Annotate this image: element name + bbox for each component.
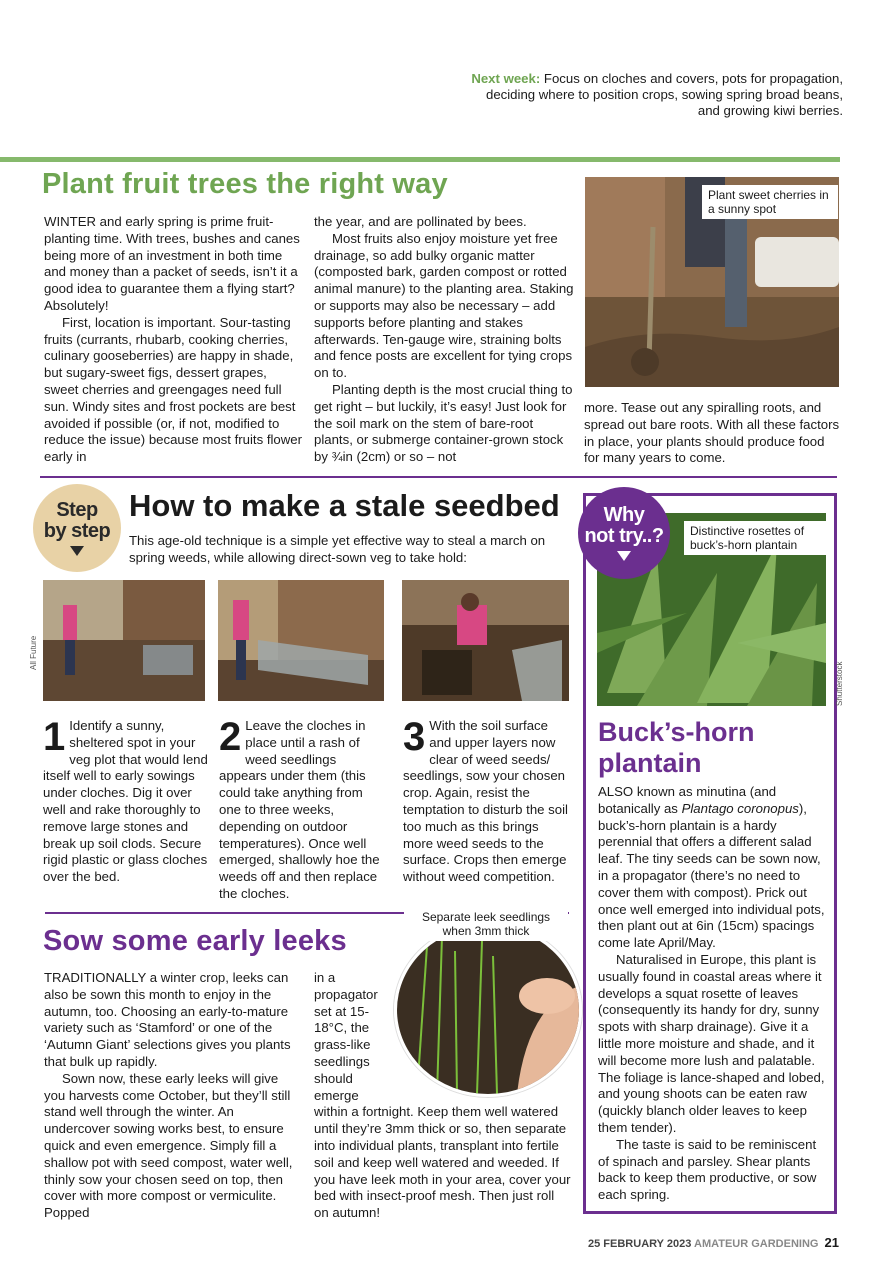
next-week-text: Focus on cloches and covers, pots for propagation, deciding where to position crops, sowing spring broad beans, and growing kiwi berries. — [485, 71, 843, 118]
next-week-teaser — [463, 71, 843, 119]
paragraph — [598, 784, 830, 952]
cherry-photo-caption: Plant sweet cherries in a sunny spot — [702, 185, 838, 219]
latin-name: Plantago coronopus — [681, 800, 799, 816]
step-1 — [43, 715, 208, 886]
paragraph: Naturalised in Europe, this plant is usually found in coastal areas where it develops a squat rosette of leaves (consequently its handy for dry, sunny spots with sharp drainage). Give it a little more moisture and shade, and it will become more lush and palatable. The foliage is lance-shaped and lobed, and young shoots can be eaten raw (quickly blanch older leaves to keep them tender). — [598, 951, 825, 1135]
plantain-photo-credit: Shutterstock — [835, 661, 844, 706]
fruit-trees-heading: Plant fruit trees the right way — [42, 168, 448, 200]
plantain-body — [598, 784, 830, 1204]
next-week-label: Next week: — [471, 71, 541, 86]
paragraph: The taste is said to be reminiscent of spinach and parsley. Shear plants back to keep them productive, or sow each spring. — [598, 1136, 817, 1203]
paragraph: Sown now, these early leeks will give you harvests come October, but they’ll still stand well through the winter. An undercover sowing works best, to ensure quick and even emergence. Simply fill a shallow pot with seed compost, water well, thinly sow your chosen seed on top, then cover with more compost or vermiculite. Popped — [44, 1070, 293, 1221]
step-text: Identify a sunny, sheltered spot in your veg plot that would lend itself well to early sowings under cloches. Dig it over well and rake thoroughly to remove large stones and break up soil clods. Secure rigid plastic or glass cloches over the bed. — [43, 718, 208, 885]
step-2-photo — [218, 580, 384, 701]
issue-date: 25 FEBRUARY 2023 — [588, 1238, 692, 1250]
arrow-down-icon — [70, 546, 84, 556]
why-not-try-badge — [578, 487, 670, 579]
leeks-heading: Sow some early leeks — [43, 925, 347, 957]
step-text: With the soil surface and upper layers now clear of weed seeds/ seedlings, sow your chosen crop. Again, resist the temptation to disturb the soil too much as this brings more weed seeds to the surface. Crops then emerge without weed competition. — [403, 718, 568, 885]
paragraph: Planting depth is the most crucial thing to get right – but luckily, it’s easy! Just look for the soil mark on the stem of bare-root plants, or submerge container-grown stock by ¾in (2cm) or so – not — [314, 381, 573, 465]
step-3-photo — [402, 580, 569, 701]
leeks-column-1 — [44, 970, 302, 1222]
seedbed-heading: How to make a stale seedbed — [129, 488, 560, 523]
paragraph: WINTER and early spring is prime fruit-planting time. With trees, bushes and canes being more of an investment in both time and money than a packet of seeds, isn’t it a good idea to guarantee them a flying start? Absolutely! — [44, 214, 300, 313]
paragraph: the year, and are pollinated by bees. — [314, 214, 527, 229]
step-number: 3 — [403, 715, 426, 759]
paragraph: First, location is important. Sour-tasting fruits (currants, rhubarb, cooking cherries, culinary gooseberries) are happy in shade, but sugary-sweet figs, dessert grapes, sweet cherries and greengages need full sun. Windy sites and frost pockets are best avoided if possible (or, if not, modified to reduce the issue) because most fruits flower early in — [44, 314, 303, 465]
leek-photo-caption: Separate leek seedlings when 3mm thick — [404, 907, 568, 941]
fruit-trees-column-3: more. Tease out any spiralling roots, and spread out bare roots. With all these factors in place, your plants should produce food for many years to come. — [584, 400, 840, 466]
text-run: ALSO known as minutina (and botanically as — [598, 784, 777, 816]
magazine-name: AMATEUR GARDENING — [694, 1238, 819, 1250]
step-number: 2 — [219, 715, 242, 759]
section-divider — [0, 157, 840, 162]
badge-line-2: not try..? — [584, 525, 664, 547]
badge-line-2: by step — [43, 520, 111, 542]
section-divider — [40, 476, 837, 478]
badge-line-1: Why — [603, 504, 645, 526]
fruit-trees-column-2 — [314, 214, 574, 466]
step-3 — [403, 715, 569, 886]
plantain-heading: Buck’s-horn plantain — [598, 717, 755, 778]
step-1-photo — [43, 580, 205, 701]
paragraph: in a propagator set at 15-18°C, the grass-like seedlings should emerge within a fortnight. Keep them well watered until they’re 3mm thick or so, then separate into individual plants, transplant into fertile soil and keep well watered and weeded. If you have leek moth in your area, cover your bed with insect-proof mesh. Then just roll on autumn! — [314, 970, 571, 1221]
page-footer — [588, 1235, 839, 1250]
fruit-trees-column-1 — [44, 214, 302, 466]
text-run: ), buck’s-horn plantain is a hardy perennial that offers a different salad leaf. The tiny seeds can be sown now, in a propagator (there’s no need to cover them with compost). Prick out once well emerged into individual pots, then plant out at 6in (15cm) spacings come late April/May. — [598, 800, 825, 951]
seedbed-intro: This age-old technique is a simple yet effective way to steal a march on spring weeds, while allowing direct-sown veg to take hold: — [129, 533, 546, 565]
text-wrap-spacer — [392, 970, 572, 1088]
step-number: 1 — [43, 715, 66, 759]
leeks-column-2 — [314, 970, 572, 1222]
step-photo-credit: All Future — [29, 635, 38, 670]
step-text: Leave the cloches in place until a rash of weed seedlings appears under them (this could take anything from one to three weeks, depending on outdoor temperatures). Once well emerged, shallowly hoe the weeds off and then replace the cloches. — [219, 718, 380, 901]
paragraph: TRADITIONALLY a winter crop, leeks can also be sown this month to enjoy in the autumn, too. Choosing an early-to-mature variety such as ‘Stamford’ or one of the ‘Autumn Giant’ selections gives you plants that bulk up rapidly. — [44, 970, 291, 1069]
badge-line-1: Step — [56, 499, 98, 521]
step-2 — [219, 715, 382, 903]
paragraph: Most fruits also enjoy moisture yet free drainage, so add bulky organic matter (composted bark, garden compost or rotted animal manure) to the planting area. Staking or supports may also be necessary – add supports before planting and stakes afterwards. Ten-gauge wire, straining bolts and fence posts are excellent for tying crops on to. — [314, 230, 574, 381]
page-number: 21 — [824, 1235, 839, 1250]
step-by-step-badge — [33, 484, 121, 572]
plantain-photo-caption: Distinctive rosettes of buck’s-horn plantain — [684, 521, 826, 555]
arrow-down-icon — [617, 551, 631, 561]
